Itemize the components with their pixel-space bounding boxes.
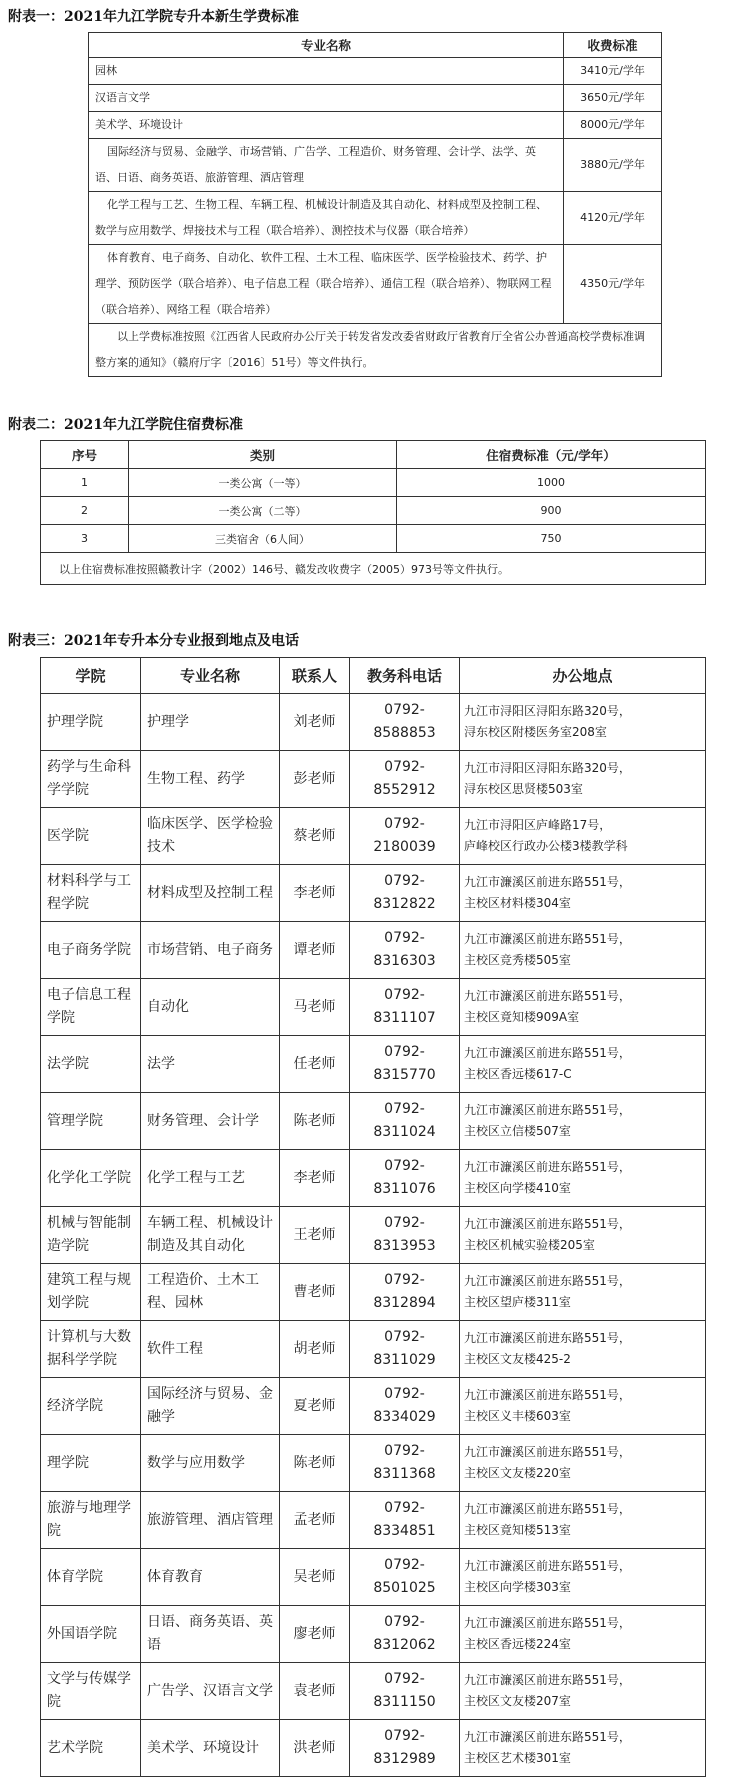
table-row	[41, 751, 706, 808]
type-cell: 一类公寓（二等）	[129, 497, 397, 525]
phone-cell: 0792-8334851	[350, 1492, 460, 1549]
table-row	[41, 1606, 706, 1663]
contact-cell: 夏老师	[280, 1378, 350, 1435]
dorm-note: 以上住宿费标准按照赣教计字（2002）146号、赣发改收费字（2005）973号等文件执行。	[41, 553, 706, 585]
column-header-major: 专业名称	[89, 33, 564, 58]
address-line: 九江市濂溪区前进东路551号，	[464, 1559, 631, 1573]
college-cell: 文学与传媒学院	[41, 1663, 141, 1720]
major-cell: 数学与应用数学	[141, 1435, 280, 1492]
address-line: 九江市濂溪区前进东路551号，	[464, 1502, 631, 1516]
phone-cell: 0792-8312894	[350, 1264, 460, 1321]
address-line: 浔东校区附楼医务室208室	[464, 725, 607, 739]
phone-cell: 0792-8311107	[350, 979, 460, 1036]
college-cell: 理学院	[41, 1435, 141, 1492]
address-line: 九江市濂溪区前进东路551号，	[464, 1673, 631, 1687]
contact-cell: 陈老师	[280, 1093, 350, 1150]
address-cell	[460, 979, 706, 1036]
address-cell	[460, 1321, 706, 1378]
address-line: 主校区文友楼425-2	[464, 1352, 571, 1366]
dorm-table-heading: 附表二：2021年九江学院住宿费标准	[8, 417, 243, 433]
address-line: 九江市濂溪区前进东路551号，	[464, 989, 631, 1003]
major-cell: 护理学	[141, 694, 280, 751]
contact-cell: 王老师	[280, 1207, 350, 1264]
phone-cell: 0792-8311024	[350, 1093, 460, 1150]
address-line: 主校区机械实验楼205室	[464, 1238, 595, 1252]
contact-cell: 李老师	[280, 865, 350, 922]
major-cell: 车辆工程、机械设计制造及其自动化	[141, 1207, 280, 1264]
address-cell	[460, 922, 706, 979]
column-header-major: 专业名称	[141, 658, 280, 694]
contact-cell: 胡老师	[280, 1321, 350, 1378]
college-cell: 法学院	[41, 1036, 141, 1093]
address-cell	[460, 1606, 706, 1663]
address-cell	[460, 1093, 706, 1150]
table-header-row	[89, 33, 662, 58]
address-line: 九江市濂溪区前进东路551号，	[464, 932, 631, 946]
major-cell: 化学工程与工艺、生物工程、车辆工程、机械设计制造及其自动化、材料成型及控制工程、数学与应用数学、焊接技术与工程（联合培养）、测控技术与仪器（联合培养）	[89, 192, 564, 245]
college-cell: 外国语学院	[41, 1606, 141, 1663]
address-cell	[460, 865, 706, 922]
fee-cell: 4120元/学年	[564, 192, 662, 245]
fee-cell: 3650元/学年	[564, 85, 662, 112]
college-cell: 旅游与地理学院	[41, 1492, 141, 1549]
table-row	[89, 112, 662, 139]
table-row	[41, 694, 706, 751]
column-header-no: 序号	[41, 441, 129, 469]
column-header-fee: 收费标准	[564, 33, 662, 58]
phone-cell: 0792-8311150	[350, 1663, 460, 1720]
table-row	[41, 1663, 706, 1720]
address-line: 主校区香远楼617-C	[464, 1067, 572, 1081]
contact-cell: 谭老师	[280, 922, 350, 979]
phone-cell: 0792-8312062	[350, 1606, 460, 1663]
major-cell: 软件工程	[141, 1321, 280, 1378]
address-line: 主校区材料楼304室	[464, 896, 571, 910]
college-cell: 建筑工程与规划学院	[41, 1264, 141, 1321]
college-cell: 医学院	[41, 808, 141, 865]
address-line: 九江市濂溪区前进东路551号，	[464, 875, 631, 889]
address-line: 九江市濂溪区前进东路551号，	[464, 1046, 631, 1060]
major-cell: 国际经济与贸易、金融学	[141, 1378, 280, 1435]
major-cell: 化学工程与工艺	[141, 1150, 280, 1207]
college-cell: 护理学院	[41, 694, 141, 751]
address-line: 主校区义丰楼603室	[464, 1409, 571, 1423]
phone-cell: 0792-8312822	[350, 865, 460, 922]
table-row	[41, 1036, 706, 1093]
major-cell: 国际经济与贸易、金融学、市场营销、广告学、工程造价、财务管理、会计学、法学、英语、日语、商务英语、旅游管理、酒店管理	[89, 139, 564, 192]
contact-cell: 刘老师	[280, 694, 350, 751]
phone-cell: 0792-8311029	[350, 1321, 460, 1378]
dorm-fee-cell: 750	[397, 525, 706, 553]
college-cell: 化学化工学院	[41, 1150, 141, 1207]
address-cell	[460, 1150, 706, 1207]
contact-cell: 孟老师	[280, 1492, 350, 1549]
tuition-note: 以上学费标准按照《江西省人民政府办公厅关于转发省发改委省财政厅省教育厅全省公办普通高校学费标准调整方案的通知》（赣府厅字〔2016〕51号）等文件执行。	[89, 324, 662, 377]
major-cell: 市场营销、电子商务	[141, 922, 280, 979]
dorm-fee-cell: 900	[397, 497, 706, 525]
college-cell: 艺术学院	[41, 1720, 141, 1777]
address-line: 主校区竞秀楼505室	[464, 953, 571, 967]
fee-cell: 3880元/学年	[564, 139, 662, 192]
address-cell	[460, 1492, 706, 1549]
registration-table-heading: 附表三：2021年专升本分专业报到地点及电话	[8, 633, 299, 649]
table-row	[41, 1549, 706, 1606]
college-cell: 计算机与大数据科学学院	[41, 1321, 141, 1378]
table-row	[41, 1378, 706, 1435]
dorm-fee-cell: 1000	[397, 469, 706, 497]
contact-cell: 曹老师	[280, 1264, 350, 1321]
address-line: 主校区文友楼220室	[464, 1466, 571, 1480]
major-cell: 临床医学、医学检验技术	[141, 808, 280, 865]
college-cell: 管理学院	[41, 1093, 141, 1150]
major-cell: 体育教育、电子商务、自动化、软件工程、土木工程、临床医学、医学检验技术、药学、护理学、预防医学（联合培养）、电子信息工程（联合培养）、通信工程（联合培养）、物联网工程（联合培养）、网络工程（联合培养）	[89, 245, 564, 324]
fee-cell: 4350元/学年	[564, 245, 662, 324]
contact-cell: 吴老师	[280, 1549, 350, 1606]
fee-cell: 8000元/学年	[564, 112, 662, 139]
type-cell: 一类公寓（一等）	[129, 469, 397, 497]
college-cell: 电子商务学院	[41, 922, 141, 979]
contact-cell: 袁老师	[280, 1663, 350, 1720]
major-cell: 自动化	[141, 979, 280, 1036]
address-line: 主校区艺术楼301室	[464, 1751, 571, 1765]
contact-cell: 彭老师	[280, 751, 350, 808]
college-cell: 机械与智能制造学院	[41, 1207, 141, 1264]
contact-cell: 蔡老师	[280, 808, 350, 865]
table-row	[41, 1492, 706, 1549]
table-header-row	[41, 658, 706, 694]
address-line: 主校区立信楼507室	[464, 1124, 571, 1138]
table-row	[41, 979, 706, 1036]
contact-cell: 马老师	[280, 979, 350, 1036]
address-line: 九江市浔阳区浔阳东路320号，	[464, 704, 631, 718]
address-line: 九江市濂溪区前进东路551号，	[464, 1616, 631, 1630]
no-cell: 1	[41, 469, 129, 497]
table-row	[41, 1264, 706, 1321]
tuition-table	[88, 32, 662, 377]
tuition-table-heading: 附表一：2021年九江学院专升本新生学费标准	[8, 9, 299, 25]
major-cell: 体育教育	[141, 1549, 280, 1606]
major-cell: 材料成型及控制工程	[141, 865, 280, 922]
address-cell	[460, 1207, 706, 1264]
registration-table	[40, 657, 706, 1777]
address-line: 九江市濂溪区前进东路551号，	[464, 1331, 631, 1345]
phone-cell: 0792-8588853	[350, 694, 460, 751]
major-cell: 生物工程、药学	[141, 751, 280, 808]
phone-cell: 0792-8312989	[350, 1720, 460, 1777]
major-cell: 广告学、汉语言文学	[141, 1663, 280, 1720]
address-line: 九江市濂溪区前进东路551号，	[464, 1217, 631, 1231]
phone-cell: 0792-8315770	[350, 1036, 460, 1093]
no-cell: 3	[41, 525, 129, 553]
address-line: 主校区向学楼410室	[464, 1181, 571, 1195]
table-row	[89, 245, 662, 324]
major-cell: 园林	[89, 58, 564, 85]
column-header-dorm-fee: 住宿费标准（元/学年）	[397, 441, 706, 469]
column-header-phone: 教务科电话	[350, 658, 460, 694]
contact-cell: 陈老师	[280, 1435, 350, 1492]
major-cell: 美术学、环境设计	[141, 1720, 280, 1777]
table-row	[41, 497, 706, 525]
table-row	[41, 1150, 706, 1207]
major-cell: 旅游管理、酒店管理	[141, 1492, 280, 1549]
table-row	[41, 808, 706, 865]
phone-cell: 0792-8313953	[350, 1207, 460, 1264]
major-cell: 日语、商务英语、英语	[141, 1606, 280, 1663]
table-row	[89, 85, 662, 112]
phone-cell: 0792-8311368	[350, 1435, 460, 1492]
address-line: 九江市濂溪区前进东路551号，	[464, 1730, 631, 1744]
address-cell	[460, 808, 706, 865]
address-line: 主校区向学楼303室	[464, 1580, 571, 1594]
college-cell: 体育学院	[41, 1549, 141, 1606]
address-cell	[460, 1264, 706, 1321]
phone-cell: 0792-8316303	[350, 922, 460, 979]
address-line: 主校区竟知楼909A室	[464, 1010, 580, 1024]
address-line: 主校区竟知楼513室	[464, 1523, 571, 1537]
column-header-type: 类别	[129, 441, 397, 469]
address-line: 主校区文友楼207室	[464, 1694, 571, 1708]
table-row	[41, 1093, 706, 1150]
contact-cell: 任老师	[280, 1036, 350, 1093]
phone-cell: 0792-8311076	[350, 1150, 460, 1207]
address-cell	[460, 1663, 706, 1720]
college-cell: 材料科学与工程学院	[41, 865, 141, 922]
table-row	[41, 1435, 706, 1492]
address-line: 九江市濂溪区前进东路551号，	[464, 1445, 631, 1459]
college-cell: 经济学院	[41, 1378, 141, 1435]
address-cell	[460, 1549, 706, 1606]
address-line: 九江市濂溪区前进东路551号，	[464, 1274, 631, 1288]
major-cell: 财务管理、会计学	[141, 1093, 280, 1150]
major-cell: 美术学、环境设计	[89, 112, 564, 139]
college-cell: 药学与生命科学学院	[41, 751, 141, 808]
fee-cell: 3410元/学年	[564, 58, 662, 85]
major-cell: 法学	[141, 1036, 280, 1093]
contact-cell: 洪老师	[280, 1720, 350, 1777]
registration-table-body	[41, 694, 706, 1777]
address-line: 主校区香远楼224室	[464, 1637, 571, 1651]
dorm-fee-table	[40, 440, 706, 585]
table-note-row	[41, 553, 706, 585]
table-row	[89, 58, 662, 85]
column-header-college: 学院	[41, 658, 141, 694]
no-cell: 2	[41, 497, 129, 525]
address-line: 主校区望庐楼311室	[464, 1295, 571, 1309]
phone-cell: 0792-2180039	[350, 808, 460, 865]
table-note-row	[89, 324, 662, 377]
address-cell	[460, 1378, 706, 1435]
column-header-address: 办公地点	[460, 658, 706, 694]
table-row	[41, 1720, 706, 1777]
table-row	[41, 922, 706, 979]
table-row	[41, 1321, 706, 1378]
major-cell: 工程造价、土木工程、园林	[141, 1264, 280, 1321]
table-row	[41, 525, 706, 553]
table-row	[41, 469, 706, 497]
table-row	[89, 139, 662, 192]
address-line: 九江市濂溪区前进东路551号，	[464, 1103, 631, 1117]
address-cell	[460, 751, 706, 808]
table-header-row	[41, 441, 706, 469]
major-cell: 汉语言文学	[89, 85, 564, 112]
address-cell	[460, 1435, 706, 1492]
address-line: 庐峰校区行政办公楼3楼教学科	[464, 839, 628, 853]
contact-cell: 李老师	[280, 1150, 350, 1207]
address-cell	[460, 694, 706, 751]
address-cell	[460, 1720, 706, 1777]
address-line: 九江市浔阳区庐峰路17号，	[464, 818, 612, 832]
address-line: 九江市濂溪区前进东路551号，	[464, 1160, 631, 1174]
table-row	[89, 192, 662, 245]
table-row	[41, 865, 706, 922]
college-cell: 电子信息工程学院	[41, 979, 141, 1036]
phone-cell: 0792-8552912	[350, 751, 460, 808]
column-header-contact: 联系人	[280, 658, 350, 694]
address-line: 浔东校区思贤楼503室	[464, 782, 583, 796]
contact-cell: 廖老师	[280, 1606, 350, 1663]
type-cell: 三类宿舍（6人间）	[129, 525, 397, 553]
phone-cell: 0792-8334029	[350, 1378, 460, 1435]
phone-cell: 0792-8501025	[350, 1549, 460, 1606]
address-cell	[460, 1036, 706, 1093]
address-line: 九江市浔阳区浔阳东路320号，	[464, 761, 631, 775]
table-row	[41, 1207, 706, 1264]
address-line: 九江市濂溪区前进东路551号，	[464, 1388, 631, 1402]
